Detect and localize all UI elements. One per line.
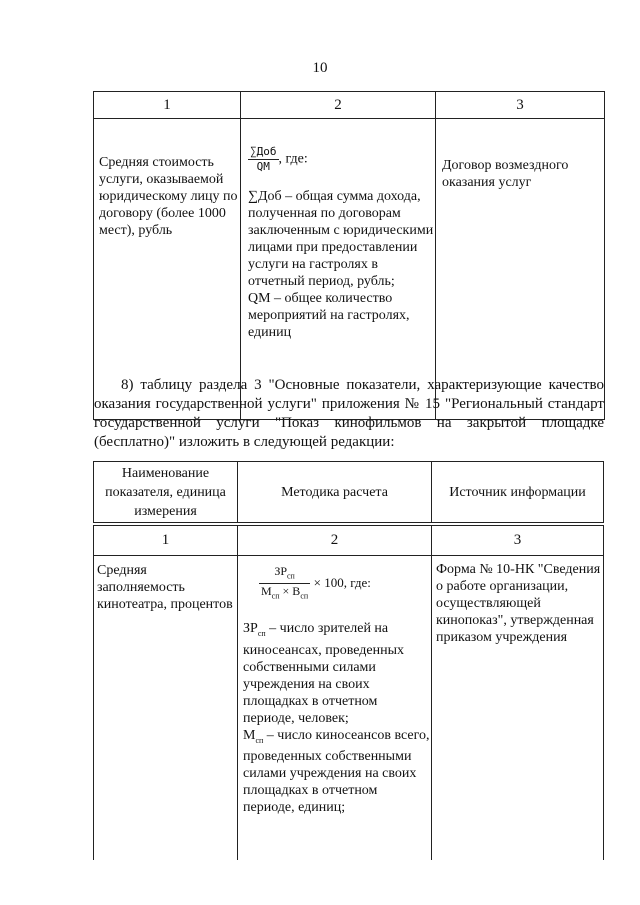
- column-number-1: 1: [94, 92, 241, 119]
- column-number-2: 2: [241, 92, 436, 119]
- information-source: Договор возмездного оказания услуг: [436, 119, 605, 420]
- table-header-row: [94, 462, 604, 525]
- definition-income: ∑Доб – общая сумма дохода, полученная по договорам заключенным с юридическими лицами при предоставлении услуги на гастролях в отчетный период, рубль;: [248, 189, 434, 289]
- table-row: [94, 119, 605, 420]
- table-row: [94, 556, 604, 861]
- formula-suffix: , где:: [278, 151, 308, 167]
- definition-events: QМ – общее количество мероприятий на гастролях, единиц: [248, 291, 410, 340]
- formula-tail: × 100, где:: [313, 575, 371, 591]
- formula-fraction: [259, 564, 310, 604]
- formula-numerator: $ЗР_{сп}$: [259, 564, 310, 584]
- amendment-text: 8) таблицу раздела 3 "Основные показатели, характеризующие качество оказания государственной услуги" приложения № 15 "Региональный стандарт государственной услуги "Показ кинофильмов на закрытой площадке (бесплатно)" изложить в следующей редакции:: [94, 377, 604, 450]
- header-method: Методика расчета: [238, 462, 432, 525]
- amendment-paragraph: [94, 376, 604, 452]
- calculation-method: [241, 119, 436, 420]
- table-indicators-1: [93, 91, 605, 420]
- formula-denominator: $М_{сп} \times В_{сп}$: [261, 584, 309, 601]
- formula-denominator: QМ: [256, 160, 270, 173]
- table-header-row: [94, 92, 605, 119]
- column-number-1: 1: [94, 524, 238, 556]
- formula: [248, 145, 435, 174]
- indicator-name: Средняя стоимость услуги, оказываемой юридическому лицу по договору (более 1000 мест), рубль: [94, 119, 241, 420]
- page-number: 10: [312, 60, 328, 76]
- formula-numerator: ∑Доб: [250, 145, 277, 158]
- definition-sessions: $М_{сп}$ – число киносеансов всего, проведенных собственными силами учреждения на своих площадках в отчетном периоде, единиц;: [243, 727, 430, 816]
- definition-viewers: $ЗР_{сп}$ – число зрителей на киносеансах, проведенных собственными силами учреждения на своих площадках в отчетном периоде, человек;: [243, 620, 404, 726]
- header-indicator: Наименование показателя, единица измерения: [94, 462, 238, 525]
- column-number-2: 2: [238, 524, 432, 556]
- column-numbers-row: [94, 524, 604, 556]
- column-number-3: 3: [436, 92, 605, 119]
- information-source: Форма № 10-НК "Сведения о работе организации, осуществляющей кинопоказ", утвержденная приказом учреждения: [432, 556, 604, 861]
- table-indicators-2: [93, 461, 604, 860]
- header-source: Источник информации: [432, 462, 604, 525]
- calculation-method: [238, 556, 432, 861]
- formula-fraction: [248, 145, 279, 174]
- formula: [243, 564, 431, 604]
- indicator-name: Средняя заполняемость кинотеатра, процентов: [94, 556, 238, 861]
- column-number-3: 3: [432, 524, 604, 556]
